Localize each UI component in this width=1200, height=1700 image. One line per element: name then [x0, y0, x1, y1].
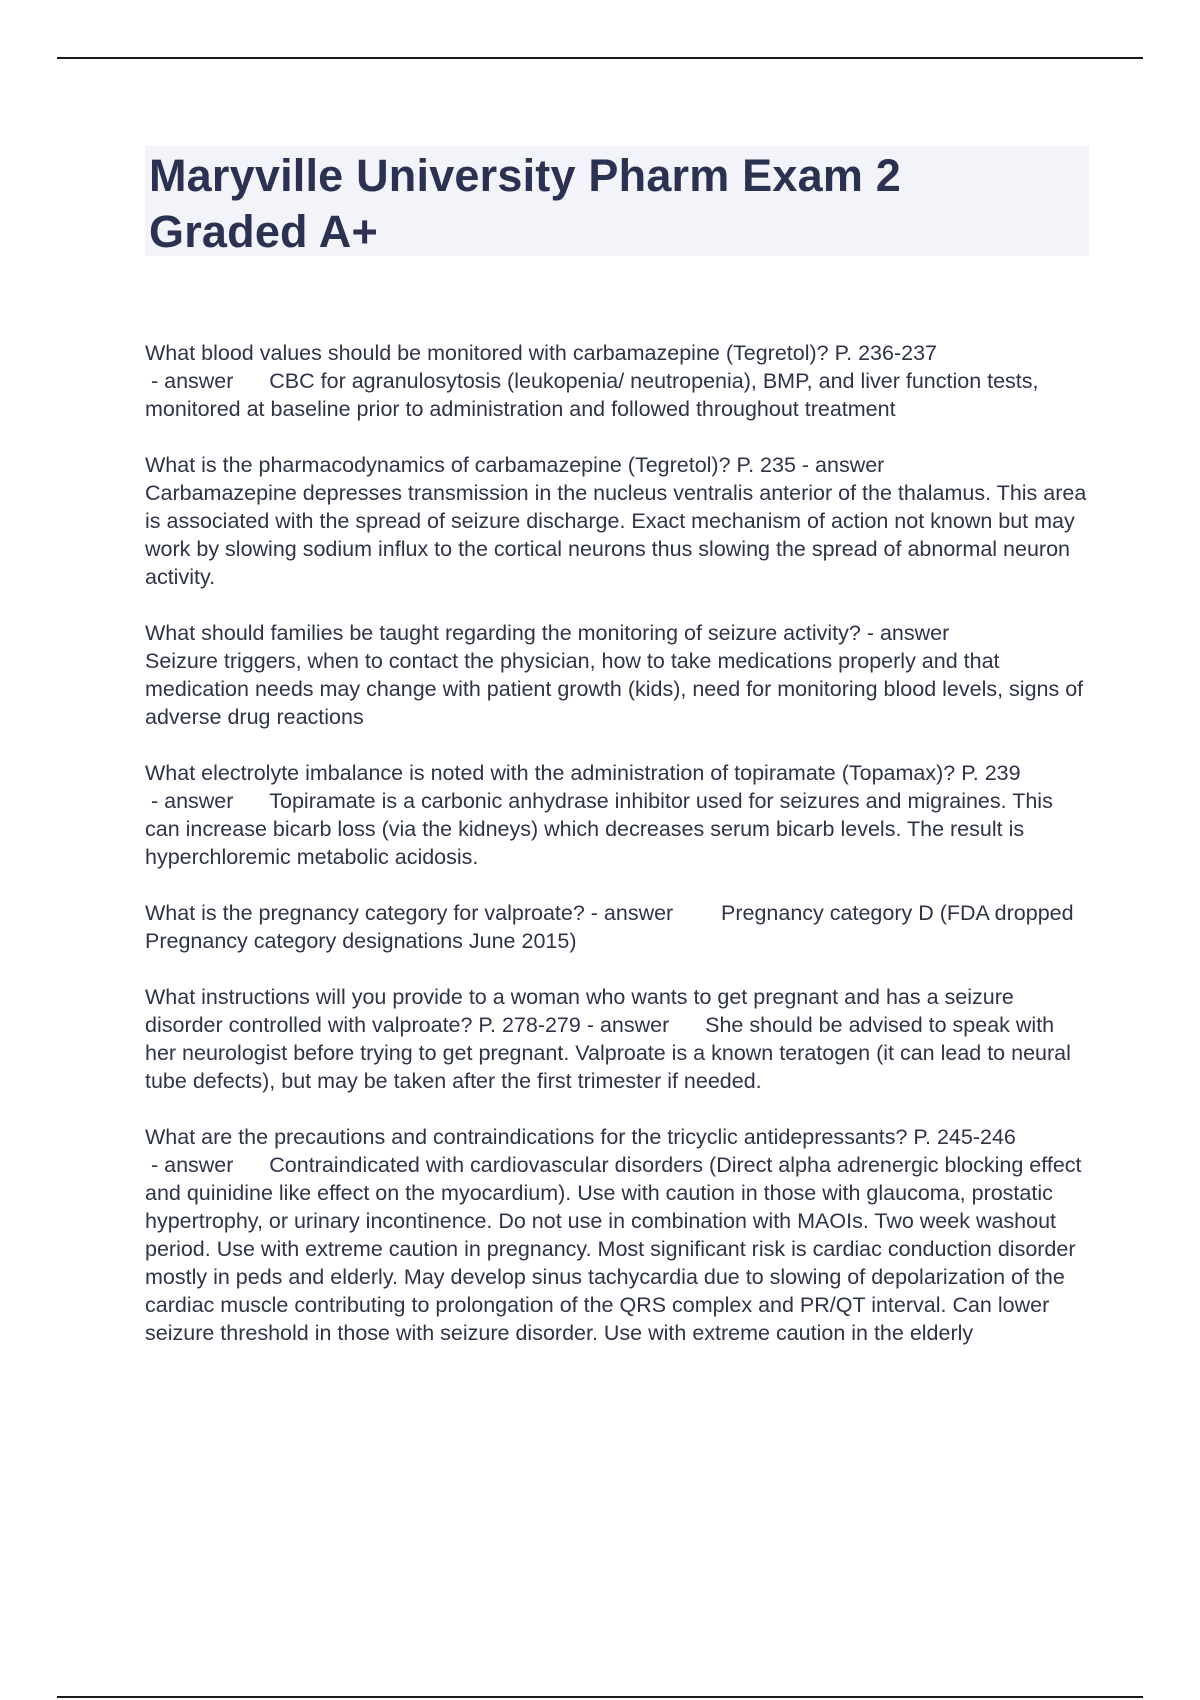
answer-separator: - answer	[584, 901, 674, 925]
qa-entry	[145, 339, 1089, 423]
answer-text: Topiramate is a carbonic anhydrase inhibitor used for seizures and migraines. This can increase bicarb loss (via the kidneys) which decreases serum bicarb levels. The result is hyperchloremic metabolic acidosis.	[145, 789, 1053, 869]
qa-entry	[145, 759, 1089, 871]
answer-text: She should be advised to speak with her neurologist before trying to get pregnant. Valproate is a known teratogen (it can lead to neural tube defects), but may be taken after the first trimester if needed.	[145, 1013, 1071, 1093]
answer-text: Contraindicated with cardiovascular disorders (Direct alpha adrenergic blocking effect and quinidine like effect on the myocardium). Use with caution in those with glaucoma, prostatic hypertrophy, or urinary incontinence. Do not use in combination with MAOIs. Two week washout period. Use with extreme caution in pregnancy. Most significant risk is cardiac conduction disorder mostly in peds and elderly. May develop sinus tachycardia due to slowing of depolarization of the cardiac muscle contributing to prolongation of the QRS complex and PR/QT interval. Can lower seizure threshold in those with seizure disorder. Use with extreme caution in the elderly	[145, 1153, 1082, 1345]
answer-text: Pregnancy category D (FDA dropped Pregnancy category designations June 2015)	[145, 901, 1074, 953]
page-title-line-2: Graded A+	[149, 206, 378, 257]
question-text: What electrolyte imbalance is noted with the administration of topiramate (Topamax)? P. 239	[145, 761, 1021, 785]
page-title-line-1: Maryville University Pharm Exam 2	[149, 150, 901, 201]
qa-entry	[145, 983, 1089, 1095]
answer-text: CBC for agranulosytosis (leukopenia/ neutropenia), BMP, and liver function tests, monitored at baseline prior to administration and followed throughout treatment	[145, 369, 1039, 421]
answer-separator: - answer	[860, 621, 950, 645]
answer-separator: - answer	[580, 1013, 670, 1037]
qa-entry	[145, 1123, 1089, 1347]
title-block	[145, 146, 1089, 256]
answer-separator: - answer	[795, 453, 885, 477]
page-title	[149, 148, 1085, 260]
question-text: What is the pregnancy category for valproate?	[145, 901, 585, 925]
answer-separator: - answer	[145, 1153, 234, 1177]
answer-separator: - answer	[145, 789, 234, 813]
qa-entry	[145, 899, 1089, 955]
answer-separator: - answer	[145, 369, 234, 393]
qa-list	[145, 339, 1089, 1375]
answer-text: Seizure triggers, when to contact the physician, how to take medications properly and that medication needs may change with patient growth (kids), need for monitoring blood levels, signs of adverse drug reactions	[145, 649, 1084, 729]
question-text: What is the pharmacodynamics of carbamazepine (Tegretol)? P. 235	[145, 453, 796, 477]
question-text: What should families be taught regarding the monitoring of seizure activity?	[145, 621, 861, 645]
bottom-divider	[57, 1696, 1143, 1698]
answer-text: Carbamazepine depresses transmission in the nucleus ventralis anterior of the thalamus. This area is associated with the spread of seizure discharge. Exact mechanism of action not known but may work by slowing sodium influx to the cortical neurons thus slowing the spread of abnormal neuron activity.	[145, 481, 1087, 589]
question-text: What blood values should be monitored with carbamazepine (Tegretol)? P. 236-237	[145, 341, 937, 365]
question-text: What are the precautions and contraindications for the tricyclic antidepressants? P. 245-246	[145, 1125, 1016, 1149]
question-text: What instructions will you provide to a woman who wants to get pregnant and has a seizure disorder controlled with valproate? P. 278-279	[145, 985, 1014, 1037]
top-divider	[57, 57, 1143, 59]
qa-entry	[145, 451, 1089, 591]
qa-entry	[145, 619, 1089, 731]
